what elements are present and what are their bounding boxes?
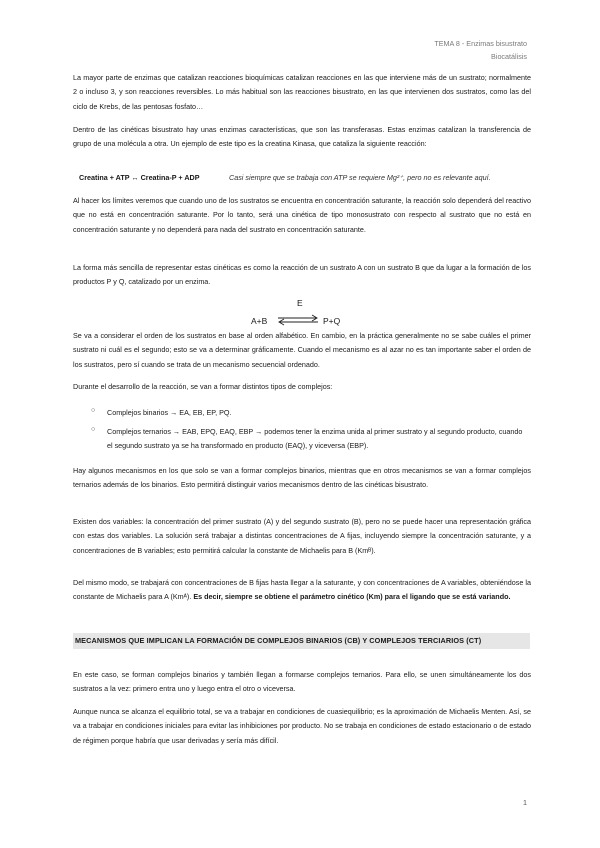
substrates-label: A+B	[251, 316, 268, 326]
products-label: P+Q	[323, 316, 341, 326]
paragraph-intro: La mayor parte de enzimas que catalizan reacciones bioquímicas catalizan reacciones en las que interviene más de un sustrato; normalmente 2 o incluso 3, y son reacciones reversibles. Lo más habitual son las reacciones bisustrato, en las que intervienen dos sustratos, como las del ciclo de Krebs, de las pentosas fosfato…	[73, 73, 531, 111]
paragraph-complexes: Durante el desarrollo de la reacción, se van a formar distintos tipos de complejos:	[73, 382, 333, 391]
page-header	[434, 37, 527, 63]
section-title: MECANISMOS QUE IMPLICAN LA FORMACIÓN DE COMPLEJOS BINARIOS (CB) Y COMPLEJOS TERCIARIOS (CT)	[75, 636, 482, 645]
km-a-text: Del mismo modo, se trabajará con concentraciones de B fijas hasta llegar a la saturante, y con concentraciones de A variables, obteniéndose la constante de Michaelis para A (Kmᴬ).	[73, 578, 531, 602]
bullet-marker: ○	[91, 426, 96, 433]
paragraph-limits: Al hacer los límites veremos que cuando uno de los sustratos se encuentra en concentración saturante, la reacción solo dependerá del reactivo que no está en concentración saturante. Por lo tanto, será una cinética de tipo monosustrato con respecto al sustrato que no está en concentración saturante y no dependerá para nada del sustrato en concentración saturante.	[73, 196, 531, 234]
bullet-marker: ○	[91, 407, 96, 414]
list-item-binary: Complejos binarios → EA, EB, EP, PQ.	[107, 408, 232, 417]
paragraph-ternary-formation: En este caso, se forman complejos binarios y también llegan a formarse complejos ternarios. Para ello, se unen simultáneamente los dos sustratos a la vez: primero entra uno y luego entra el otro o viceversa.	[73, 670, 531, 694]
paragraph-quasi-equilibrium: Aunque nunca se alcanza el equilibrio total, se va a trabajar en condiciones de cuasiequilibrio; es la aproximación de Michaelis Menten. Así, se va a trabajar en condiciones iniciales para evitar las inhibiciones por producto. No se trabaja en condiciones de estado estacionario o de estado de régimen porque habría que usar derivadas y sería más difícil.	[73, 707, 531, 745]
section-heading	[73, 633, 530, 649]
enzyme-label: E	[297, 298, 303, 308]
paragraph-km-a	[73, 576, 531, 605]
header-subject: Biocatálisis	[491, 52, 527, 61]
paragraph-substrate-order: Se va a considerar el orden de los sustratos en base al orden alfabético. En cambio, en la práctica generalmente no se sabe cuáles el primer sustrato ni cuál es el segundo; esto se va a determinar gráficamente. Cuando el mecanismo es al azar no es tan importante saber el orden de los sustratos, pero sí cuando se trata de un mecanismo secuencial ordenado.	[73, 331, 531, 369]
paragraph-mechanisms: Hay algunos mecanismos en los que solo se van a formar complejos binarios, mientras que en otros mecanismos se van a formar complejos ternarios además de los binarios. Esto permitirá distinguir varios mecanismos dentro de las cinéticas bisustrato.	[73, 466, 531, 490]
equation-note: Casi siempre que se trabaja con ATP se requiere Mg²⁺, pero no es relevante aquí.	[229, 173, 491, 182]
paragraph-variables: Existen dos variables: la concentración del primer sustrato (A) y del segundo sustrato (B), pero no se puede hacer una representación gráfica con estas dos variables. La solución será trabajar a distintas concentraciones de A fijas, incluyendo siempre la concentración saturante, y a concentraciones de B variables; esto permitirá calcular la constante de Michaelis para B (Kmᴮ).	[73, 517, 531, 555]
km-emphasis: Es decir, siempre se obtiene el parámetro cinético (Km) para el ligando que se está variando.	[193, 592, 511, 602]
creatine-kinase-reaction: Creatina + ATP ↔ Creatina-P + ADP	[79, 173, 200, 182]
reversible-arrow-icon	[275, 313, 321, 327]
paragraph-representation: La forma más sencilla de representar estas cinéticas es como la reacción de un sustrato A con un sustrato B que da lugar a la formación de los productos P y Q, catalizado por un enzima.	[73, 263, 531, 287]
paragraph-transferases: Dentro de las cinéticas bisustrato hay unas enzimas características, que son las transferasas. Estas enzimas catalizan la transferencia de grupo de una molécula a otra. Un ejemplo de este tipo es la creatina Kinasa, que cataliza la siguiente reacción:	[73, 125, 531, 149]
page-number: 1	[523, 798, 527, 807]
header-topic: TEMA 8 - Enzimas bisustrato	[434, 39, 527, 48]
list-item-ternary: Complejos ternarios → EAB, EPQ, EAQ, EBP → podemos tener la enzima unida al primer sustrato y al segundo producto, cuando el segundo sustrato ya se ha transformado en producto (EAQ), y viceversa (EBP).	[107, 427, 523, 451]
